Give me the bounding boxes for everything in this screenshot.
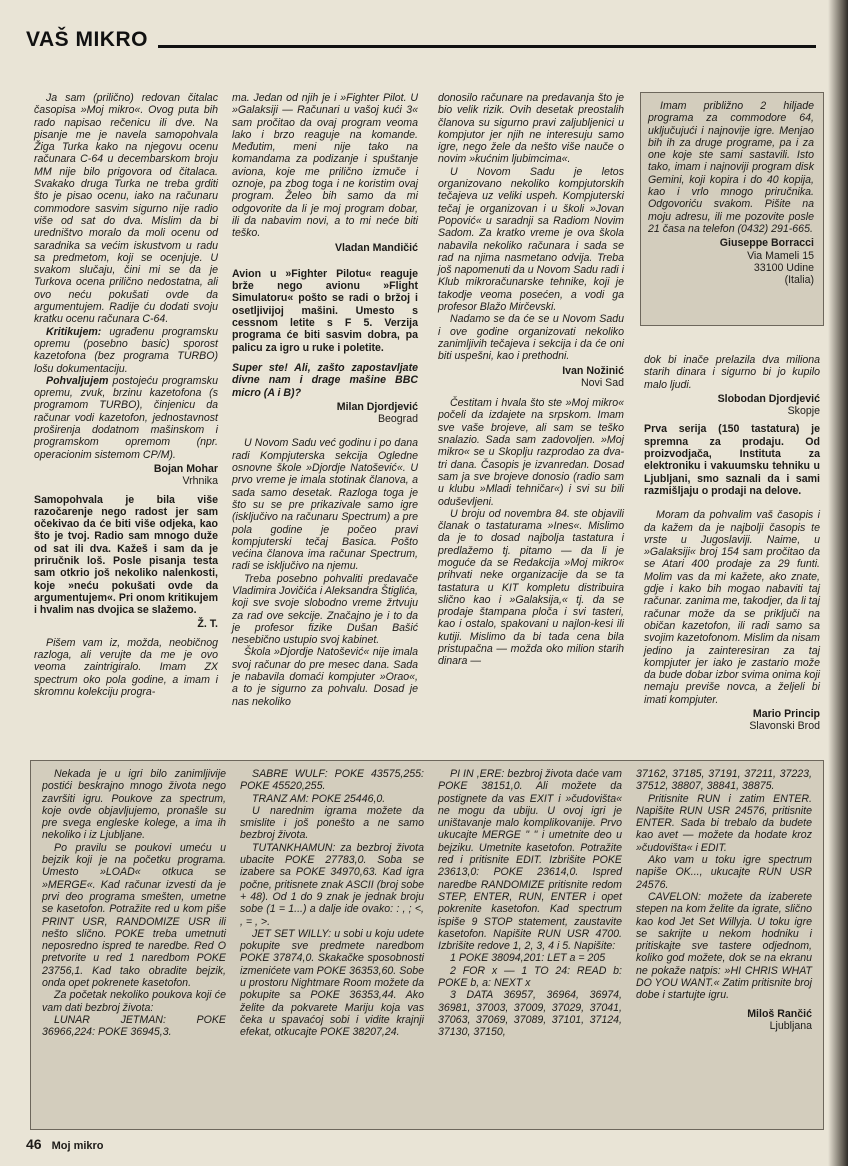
page-number: 46: [26, 1136, 42, 1152]
signature-address-line: Via Mameli 15: [747, 249, 814, 262]
letter-novi-sad-1: U Novom Sadu već godinu i po dana radi Kompjuterska sekcija Ogledne osnovne škole »Djordje Natošević«. U prvo vreme je imala stotinak članova, a sada samo desetak. Razloga toga je što su se pre prikazivale samo igre (isključivo na računaru Spectrum) a pre pola godine je počeo pravi kompjuterski tečaj Basica. Pošto većina članova ima računar Spectrum, radi se isključivo na njemu.: [232, 437, 418, 573]
poke-cavelon: CAVELON: možete da izaberete stepen na kom želite da igrate, slično kao kod Jet Set Willyja. U toku igre se sakrijte u nekom hodniku i pritiskajte sve tastere odjednom, koliko god možete, dok se na ekranu ne pokaže natpis: »HI CHRIS WHAT DO YOU WANT.« Zatim pritisnite broj dobe i startujte igru.: [636, 890, 812, 1002]
signature-djordjevic: [232, 401, 418, 426]
signature-name: Bojan Mohar: [153, 462, 218, 475]
signature-name: Giuseppe Borracci: [719, 237, 814, 250]
italy-letter-body: Imam približno 2 hiljade programa za commodore 64, uključujući i najnovije igre. Menjao bih ih za druge programe, pa i za one koje ste sami sastavili. Isto tako, imam i najnoviji program disk Gemini, koji kopira i do 40 kopija, kao i vrlo mnogo priručnika. Odgovoriću svakom. Pišite na moju adresu, ili me pozovite posle 21 časa na telefon (0432) 291-665.: [648, 100, 814, 235]
column-3: [438, 92, 624, 668]
letter-mohar-critique: [34, 326, 218, 375]
letter-novi-sad-2: Treba posebno pohvaliti predavače Vladimira Jovičića i Aleksandra Štiglića, koji sve svoje slobodno vreme žrtvuju za rad ove sekcije. Značajno je i to da je profesor fizike Dušan Bašić nesebično ustupio svoj kabinet.: [232, 572, 418, 647]
signature-address-line: 33100 Udine: [753, 261, 814, 274]
page-footer: [26, 1136, 104, 1152]
signature-name: Slobodan Djordjević: [717, 392, 820, 405]
header-rule: [158, 45, 816, 48]
signature-city: Novi Sad: [581, 376, 624, 389]
pokes-column-3: [438, 768, 622, 1039]
code-line-2: 2 FOR x — 1 TO 24: READ b: POKE b, a: NEXT x: [438, 964, 622, 990]
lead-praise: Pohvaljujem: [46, 374, 109, 387]
lead-critique: Kritikujem:: [46, 325, 102, 338]
signature-address-line: (Italia): [784, 274, 814, 287]
signature-city: Vrhnika: [182, 475, 218, 488]
poke-jet-set-willy: JET SET WILLY: u sobi u koju udete pokupite sve predmete naredbom POKE 37874,0. Skakačke sposobnosti izmenićete vam POKE 36353,60. Sobe u prostoru Nightmare Room možete da pokupite sa POKE 36353,44. Ako želite da pokvarete Mariju koja vas čeka u spavaćoj sobi i vidite krajnji efekat, otkucajte POKE 38207,24.: [240, 927, 424, 1039]
signature-djordjevic-skopje: [644, 393, 820, 418]
pokes-start: Za početak nekoliko poukova koji će vam dati bezbroj života:: [42, 989, 226, 1014]
signature-rancic: [636, 1008, 812, 1033]
signature-name: Vladan Mandičić: [334, 241, 418, 254]
praise-text: postojeću programsku opremu, zvuk, brzinu kazetofona (s programom TURBO), činjenicu da računar vodi kazetofon, jednostavnost proširenja dodatnom mašinskom i programskom opremom (npr. operacionim sistemom CP/M).: [34, 374, 218, 461]
signature-nozinic: [438, 365, 624, 390]
reply-turk: Samopohvala je bila više razočarenje nego radost jer sam očekivao da će biti više odjeka, kao što je tvoj. Radio sam mnogo duže od sat ili dva. Kažeš i sam da je priručnik loš. Posle pisanja testa sam otkrio još nekoliko nalenkosti, koje »neću pokušati ovde da argumentujem«. Pri onom kritikujem i hvalim nas dvojica se slažemo.: [34, 493, 218, 617]
letter-mohar-praise: [34, 375, 218, 461]
signature-zt: [34, 618, 218, 630]
signature-mohar: [34, 463, 218, 488]
column-4: [644, 354, 820, 739]
poke-sabre-wulf: SABRE WULF: POKE 43575,255: POKE 45520,255.: [240, 768, 424, 793]
signature-princip: [644, 708, 820, 733]
signature-name: Miloš Rančić: [747, 1007, 812, 1020]
letter-princip: Moram da pohvalim vaš časopis i da kažem da je najbolji časopis te vrste u Jugoslaviji. Naime, u »Galaksiji« broj 154 sam pročitao da se Atari 400 prodaje za 29 funti. Molim vas da mi kažete, ako znate, gdje i kako bih mogao nabaviti taj računar. zanima me, takodjer, da li taj računar može da se priključi na običan kazetofon, ili radi samo sa svojim kazetofonom. Mislim da nisam jedino ja zainteresiran za taj kompjuter jer iako je zastario može da bude dobar izbor svima onima koji nemaju previše novca, a željeli bi imati kompjuter.: [644, 509, 820, 706]
letter-mandicic-body: ma. Jedan od njih je i »Fighter Pilot. U »Galaksiji — Računari u vašoj kući 3« sam pročitao da ovaj program veoma lako i brzo reaguje na komande. Međutim, meni nije tako na komandama za podizanje i spuštanje aviona, koje me prilično izmuče i oznoje, pa zbog toga i ne koristim ovaj program. Želeo bih samo da mi odgovorite da li je moj program dobar, ili da nabavim novi, a to mi neće biti teško.: [232, 92, 418, 240]
page-spine-shadow: [828, 0, 848, 1166]
signature-name: Ivan Nožinić: [562, 364, 624, 377]
signature-city: Slavonski Brod: [749, 720, 820, 733]
letter-skopje-2: U broju od novembra 84. ste objavili članak o tastaturama »Ines«. Mislimo da je to dosad najbolja tastatura i predlažemo tj. pitamo — da li je moguće da se Redakcija »Moj mikro« prihvati neke organizacije da se ta tastatura u KIT kompletu distribuira slično kao i »Galaksija,« tj. da se prodaje štampana ploča i svi tasteri, kao i ostalo, spakovani u najlon-kesi ili kutiji. Mislimo da bi tada cena bila pristupačna — možda oko milion starih dinara —: [438, 507, 624, 668]
poke-tranz-am: TRANZ AM: POKE 25446,0.: [252, 792, 386, 805]
signature-name: Ž. T.: [197, 618, 218, 631]
letter-mandicic-start: Pišem vam iz, možda, neobičnog razloga, ali verujte da me je ovo veoma zaintrigiralo. Imam ZX spectrum oko pola godine, a imam i skromnu kolekciju progra-: [34, 636, 218, 698]
letter-skopje-1: Čestitam i hvala što ste »Moj mikro« počeli da izdajete na srpskom. Imam sve vaše brojeve, ali sam se teško snalazio. Sada sam zadovoljen. »Moj mikro« se u Skoplju razprodao za dva-tri dana. Časopis je izvanredan. Dosad sam ja sve brojeve donosio (radio sam u klubu »Mladi tehničar«) i svi su bili oduševljeni.: [438, 397, 624, 508]
section-title: VAŠ MIKRO: [26, 28, 148, 51]
signature-borracci: [648, 237, 814, 286]
reply-keyboard: Prva serija (150 tastatura) je spremna za prodaju. Od proizvodjača, Instituta za elektroniku i vakuumsku tehniku u Ljubljani, smo saznali da i sami razmišljaju o prodaji na delove.: [644, 423, 820, 497]
pokes-column-2: [240, 768, 424, 1039]
pokes-more: U narednim igrama možete da smislite i još ponešto a ne samo bezbroj života.: [240, 804, 424, 842]
letter-mohar-body: Ja sam (prilično) redovan čitalac časopisa »Moj mikro«. Ovog puta bih rado napisao rečenicu ili dve. Na pisanje me je navela samopohvala Žiga Turka kako na njegovu ocenu računara C-64 u decembarskom broju MM nije bilo prigovora od čitalaca. Svakako druga Turka ne treba grditi što je pisao ocenu, iako na računaru commodore sasvim sigurno nije radio više od sat do dva. Mislim da bi uredništvo moralo da moli ocenu od saradnika sa većim iskustvom u radu sa predmetom, koji se ocenjuje. U svakom slučaju, čini mi se da je Turkova ocena prilično nedostatna, ali ovo neću pokušati ovde da argumentujem. Radije ću dodati svoju kratku ocenu računara C-64.: [34, 92, 218, 326]
signature-name: Mario Princip: [752, 708, 820, 721]
signature-city: Ljubljana: [769, 1019, 812, 1032]
poke-lunar-jetman: LUNAR JETMAN: POKE 36966,224: POKE 36945,3.: [42, 1013, 226, 1039]
pokes-run: Pritisnite RUN i zatim ENTER. Napišite RUN USR 24576, pritisnite ENTER. Sada bi trebalo da budete kao avet — možete da hodate kroz »čudovišta« i EDIT.: [636, 792, 812, 854]
column-1: [34, 92, 218, 698]
letter-nozinic-1: donosilo računare na predavanja što je bio velik rizik. Ovih desetak preostalih članova su sigurno pravi zaljubljenici u kompjutor jer njih ne interesuju samo igre, nego žele da nešto više nauče o novim »kućnim ljubimcima«.: [438, 92, 624, 166]
letter-nozinic-3: Nadamo se da će se u Novom Sadu i ove godine organizovati nekoliko zanimljivih tečajeva i sekcija i da će oni biti uspešni, kao i prethodni.: [438, 313, 624, 363]
code-data-end: 37162, 37185, 37191, 37211, 37223, 37512, 38807, 38841, 38875.: [636, 768, 812, 793]
pokes-ok: Ako vam u toku igre spectrum napiše OK..., ukucajte RUN USR 24576.: [636, 854, 812, 891]
poke-pi-in-ere: PI IN ,ERE: bezbroj života daće vam POKE 38151,0. Ali možete da postignete da vas EXIT i »čudovišta« ne mogu da ubiju. U ovoj igri je uništavanje malo komplikovanije. Prvo ukucajte MERGE " " i umetnite deo u bejziku. Umetnite kasetofon. Potražite red i pritisnite EDIT. Izbrišite POKE 23613,0: POKE 23614,0. Ispred naredbe RANDOMIZE pritisnite redom STEP, ENTER, RUN, ENTER i opet pokrenite kasetofon. Kad spectrum ispiše 9 STOP statement, zaustavite kasetofon. Napišite RUN USR 4700. Izbrišite redove 1, 2, 3, 4 i 5. Napišite:: [438, 768, 622, 953]
reply-fighter-pilot: Avion u »Fighter Pilotu« reaguje brže nego avionu »Flight Simulatoru« pošto se radi o bržoj i osetljivijoj mašini. Umesto s cessnom letite s F 5. Verzija programa će biti sasvim dobra, pa palicu za igro u ruke i poletite.: [232, 267, 418, 354]
letter-nozinic-2: U Novom Sadu je letos organizovano nekoliko kompjutorskih tečajeva uz veliki uspeh. Kompjuterski tečaj je organizovan i u školi »Jovan Popović« u saradnji sa Radiom Novim Sadom. Za kratko vreme je ova škola nabavila nekoliko računara i sada se rad na njima nasmetano odvija. Treba još napomenuti da u Novom Sadu radi i Klub mikroračunarske tehnike, koji je takodje veoma posećen, a vodi ga profesor Blažo Mirčevski.: [438, 165, 624, 314]
critique-text: ugrađenu programsku opremu (posebno basic) sporost kazetofona (bez programa TURBO) lošu dokumentaciju.: [34, 325, 218, 375]
signature-mandicic: [232, 242, 418, 254]
letter-skopje-end: dok bi inače prelazila dva miliona starih dinara i sigurno bi jo kupilo malo ljudi.: [644, 354, 820, 391]
poke-tutankhamun: TUTANKHAMUN: za bezbroj života ubacite POKE 27783,0. Soba se izabere sa POKE 34970,63. Kad igra počne, pritisnete znak ASCII (broj sobe + 48). Od 1 do 9 znak je jednak broju sobe (1 = 1...) a dalje ide ovako: : , ; <, , = , >.: [240, 841, 424, 928]
code-line-3: 3 DATA 36957, 36964, 36974, 36981, 37003, 37009, 37029, 37041, 37063, 37069, 37089, 37101, 37124, 37130, 37150,: [438, 989, 622, 1039]
signature-city: Beograd: [377, 413, 418, 426]
column-2: [232, 92, 418, 708]
magazine-name: Moj mikro: [51, 1140, 104, 1152]
letter-djordjevic-bbc: Super ste! Ali, zašto zapostavljate divne nam i drage mašine BBC micro (A i B)?: [232, 361, 418, 399]
pokes-method: Po pravilu se poukovi umeću u bejzik koji je na početku programa. Umesto »LOAD« otkuca se »MERGE«. Kad računar izvesti da je prvi deo programa smešten, umetne se kasetofon. Potražite red u kom piše PRINT USR, RANDOMIZE USR ili nešto slično. POKE treba umetnuti neposredno ispred te naredbe. Red O pretvorite u red 1 naredbom POKE 23756,1. Kad tako obradite bejzik, onda opet pokrenete kasetofon.: [42, 841, 226, 990]
signature-name: Milan Djordjević: [336, 400, 418, 413]
section-header: [26, 28, 816, 54]
pokes-column-1: [42, 768, 226, 1039]
pokes-column-4: [636, 768, 812, 1038]
code-line-1: 1 POKE 38094,201: LET a = 205: [450, 952, 606, 965]
signature-city: Skopje: [787, 405, 820, 418]
letter-novi-sad-3: Škola »Djordje Natošević« nije imala svoj računar do pre mesec dana. Sada je nabavila domaći kompjuter »Orao«, a to je sigurno za pohvalu. Dosad je nas nekoliko: [232, 646, 418, 708]
pokes-intro: Nekada je u igri bilo zanimljivije postići beskrajno mnogo života nego završiti igru. Poukove za spectrum, koje ovde objavljujemo, pronašle su pre svega engleske kolege, a ima ih nekoliko i iz Ljubljane.: [42, 768, 226, 842]
italy-letter: [648, 100, 814, 292]
